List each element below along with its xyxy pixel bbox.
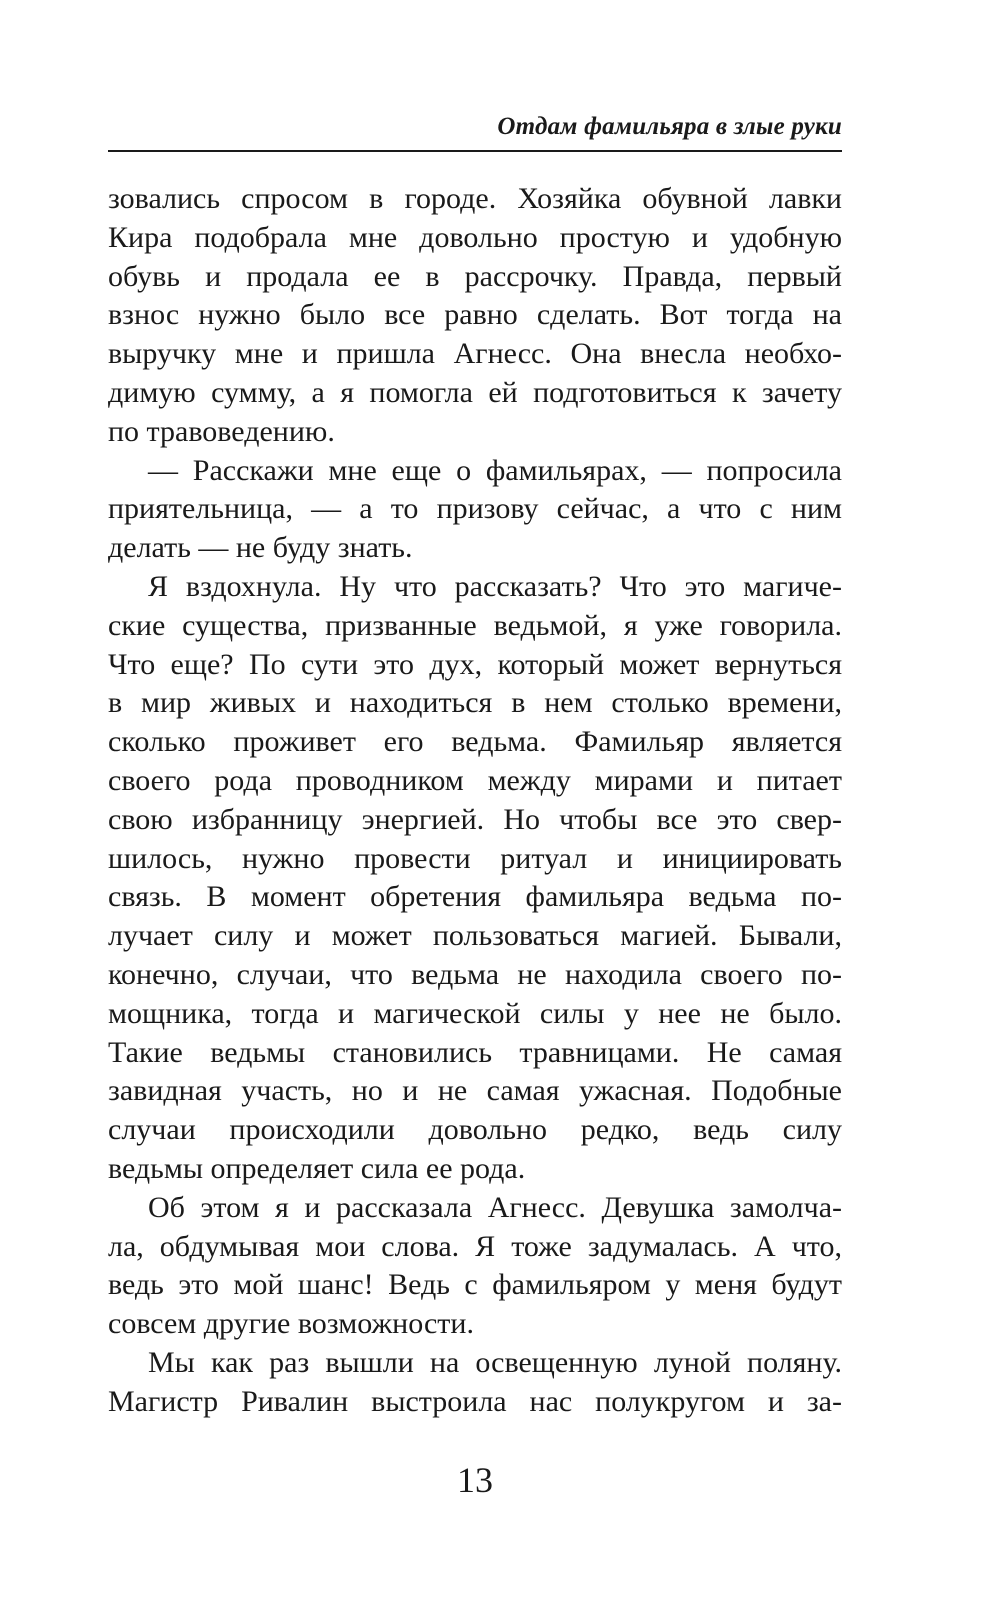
text-line: связь. В момент обретения фамильяра ведьма по- [108, 880, 842, 914]
text-line: сколько проживет его ведьма. Фамильяр является [108, 725, 842, 759]
text-line: Я вздохнула. Ну что рассказать? Что это магиче- [148, 569, 842, 603]
text-line: Кира подобрала мне довольно простую и удобную [108, 220, 842, 254]
text-line: мощника, тогда и магической силы у нее не было. [108, 996, 842, 1030]
text-line: по травоведению. [108, 414, 335, 448]
text-line: своего рода проводником между мирами и питает [108, 763, 842, 797]
text-line: свою избранницу энергией. Но чтобы все это свер- [108, 802, 842, 836]
text-line: приятельница, — а то призову сейчас, а что с ним [108, 492, 842, 526]
text-line: ведьмы определяет сила ее рода. [108, 1151, 526, 1185]
text-line: Мы как раз вышли на освещенную луной поляну. [148, 1345, 842, 1379]
text-line: димую сумму, а я помогла ей подготовиться к зачету [108, 375, 842, 409]
text-line: шилось, нужно провести ритуал и инициировать [108, 841, 842, 875]
page-number: 13 [457, 1460, 493, 1500]
text-line: обувь и продала ее в рассрочку. Правда, первый [108, 259, 842, 293]
text-line: Об этом я и рассказала Агнесс. Девушка замолча- [148, 1190, 842, 1224]
text-line: совсем другие возможности. [108, 1307, 474, 1341]
text-line: лучает силу и может пользоваться магией. Бывали, [108, 919, 842, 953]
text-line: конечно, случаи, что ведьма не находила своего по- [108, 957, 842, 991]
text-line: взнос нужно было все равно сделать. Вот тогда на [108, 298, 842, 332]
running-title: Отдам фамильяра в злые руки [497, 113, 842, 140]
text-line: зовались спросом в городе. Хозяйка обувной лавки [108, 182, 842, 215]
body-text [108, 180, 842, 1422]
text-line: ские существа, призванные ведьмой, я уже говорила. [108, 608, 842, 642]
text-line: Такие ведьмы становились травницами. Не самая [108, 1035, 842, 1069]
text-line: завидная участь, но и не самая ужасная. Подобные [108, 1074, 842, 1108]
text-line: в мир живых и находиться в нем столько времени, [108, 686, 842, 720]
header-rule [108, 150, 842, 152]
text-line: — Расскажи мне еще о фамильярах, — попросила [148, 453, 842, 487]
text-line: выручку мне и пришла Агнесс. Она внесла необхо- [108, 337, 842, 371]
text-line: Что еще? По сути это дух, который может вернуться [108, 647, 842, 681]
text-line: делать — не буду знать. [108, 531, 413, 565]
text-line: Магистр Ривалин выстроила нас полукругом и за- [108, 1384, 842, 1418]
text-line: случаи происходили довольно редко, ведь силу [108, 1113, 842, 1147]
text-line: ведь это мой шанс! Ведь с фамильяром у меня будут [108, 1268, 842, 1302]
text-line: ла, обдумывая мои слова. Я тоже задумалась. А что, [108, 1229, 842, 1263]
